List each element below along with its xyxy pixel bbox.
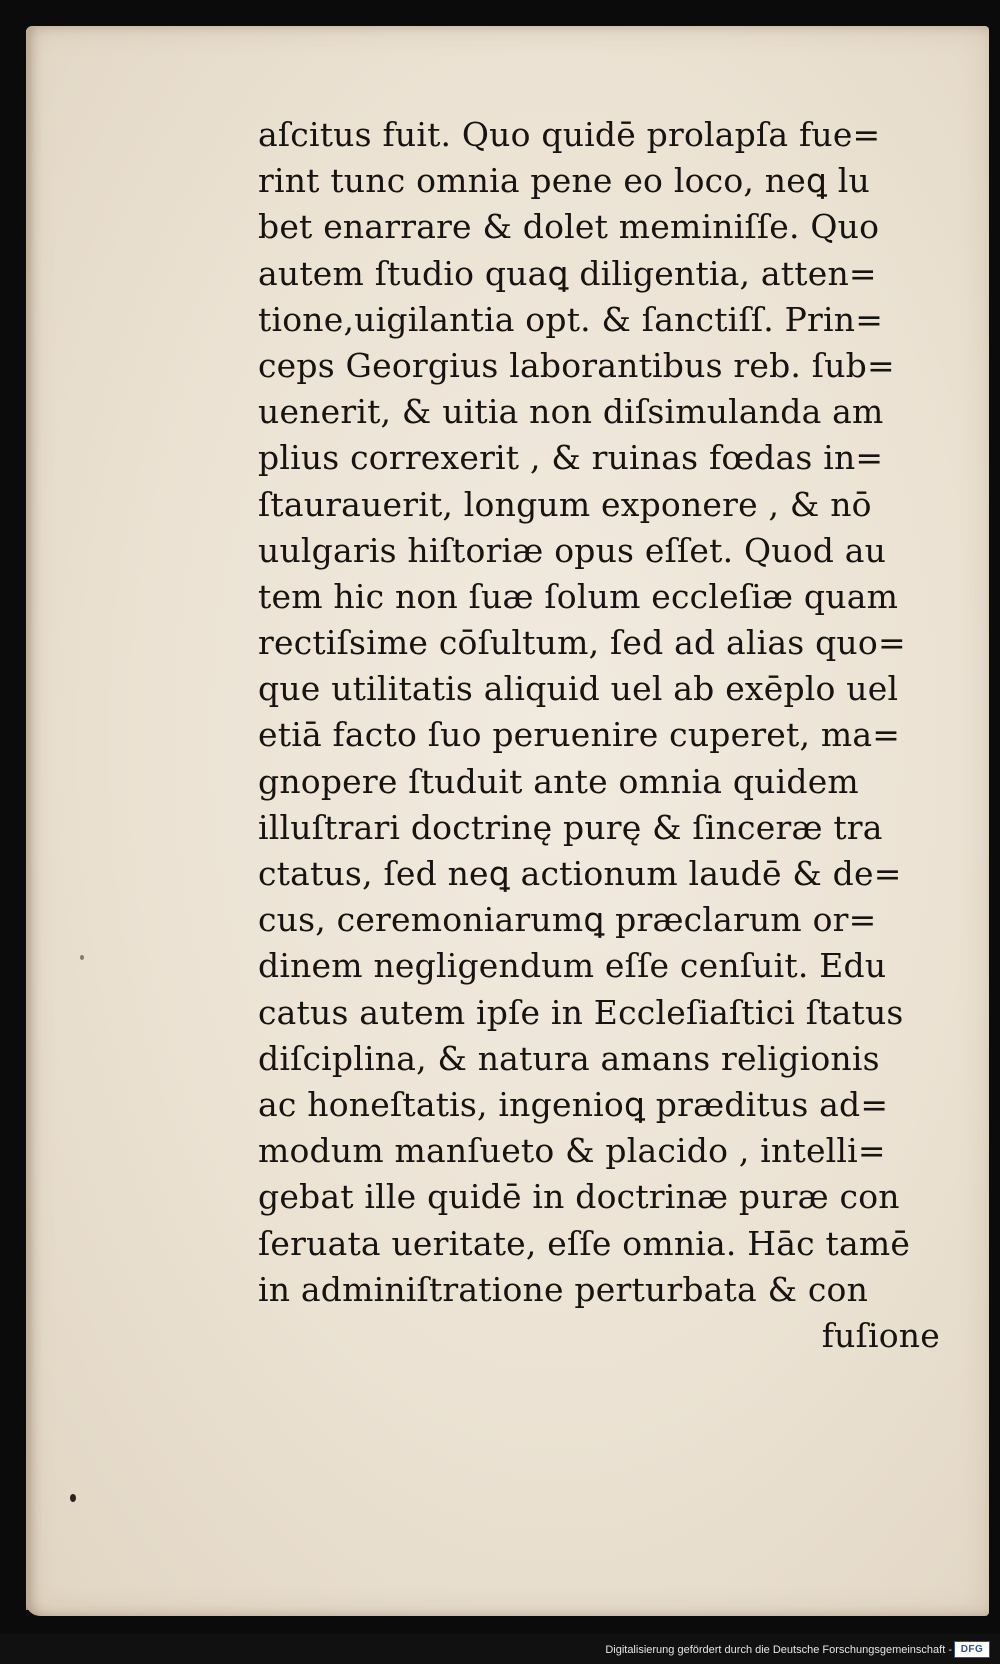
- text-line: catus autem ipſe in Eccleſiaſtici ſtatus: [258, 992, 904, 1032]
- text-line: cus, ceremoniarumꝗ præclarum or=: [258, 900, 877, 940]
- text-line: ac honeſtatis, ingenioꝗ præditus ad=: [258, 1084, 889, 1124]
- dfg-logo: DFG: [954, 1641, 990, 1658]
- text-line: tione,uigilantia opt. & ſanctiſſ. Prin=: [258, 299, 884, 339]
- text-line: uenerit, & uitia non diſsimulanda am: [258, 392, 884, 432]
- text-line: ceps Georgius laborantibus reb. ſub=: [258, 345, 895, 385]
- text-line: autem ſtudio quaꝗ diligentia, atten=: [258, 253, 877, 293]
- text-line: dinem negligendum eſſe cenſuit. Edu: [258, 946, 887, 986]
- catchword: fuſione: [821, 1315, 940, 1355]
- text-line: etiā facto ſuo peruenire cuperet, ma=: [258, 715, 901, 755]
- ink-speck: [70, 1494, 76, 1502]
- digitization-credit: Digitalisierung gefördert durch die Deutsche Forschungsgemeinschaft -: [605, 1644, 952, 1656]
- ink-speck: [80, 955, 84, 960]
- text-line: aſcitus fuit. Quo quidē prolapſa fue=: [258, 115, 881, 154]
- page-gutter-shadow: [26, 30, 32, 1610]
- text-line: in adminiſtratione perturbata & con: [258, 1269, 869, 1309]
- page-text-block: [258, 112, 958, 1359]
- text-line: modum manſueto & placido , intelli=: [258, 1131, 886, 1171]
- text-line: gnopere ſtuduit ante omnia quidem: [258, 761, 859, 801]
- text-line: ſtaurauerit, longum exponere , & nō: [258, 484, 872, 524]
- text-line: que utilitatis aliquid uel ab exēplo uel: [258, 669, 899, 709]
- text-line: illuſtrari doctrinę purę & ſinceræ tra: [258, 807, 883, 847]
- text-line: tem hic non ſuæ ſolum eccleſiæ quam: [258, 576, 899, 616]
- text-line: ctatus, ſed neꝗ actionum laudē & de=: [258, 854, 902, 893]
- text-line: gebat ille quidē in doctrinæ puræ con: [258, 1177, 900, 1217]
- text-line: plius correxerit , & ruinas fœdas in=: [258, 438, 884, 478]
- text-line: rint tunc omnia pene eo loco, neꝗ lu: [258, 161, 870, 201]
- text-line: bet enarrare & dolet meminiſſe. Quo: [258, 207, 880, 247]
- text-line: uulgaris hiſtoriæ opus eſſet. Quod au: [258, 530, 887, 570]
- text-line: rectiſsime cōſultum, ſed ad alias quo=: [258, 623, 906, 663]
- text-line: ſeruata ueritate, eſſe omnia. Hāc tamē: [258, 1223, 911, 1263]
- text-line: diſciplina, & natura amans religionis: [258, 1038, 880, 1078]
